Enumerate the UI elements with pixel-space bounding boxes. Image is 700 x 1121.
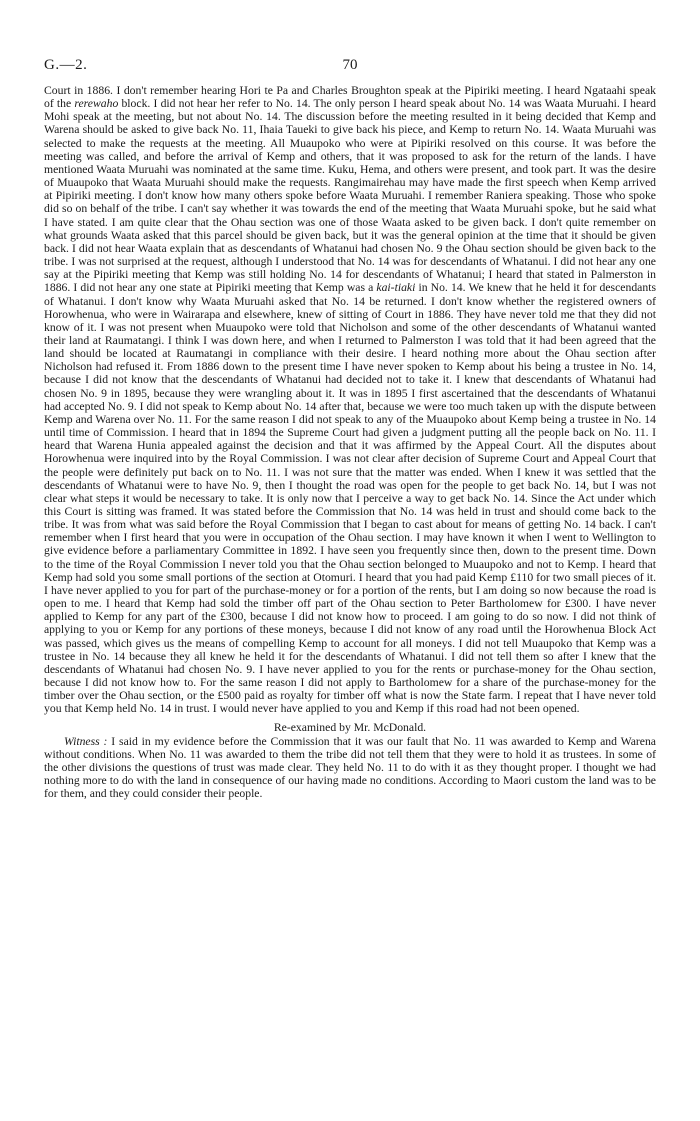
italic-term-rerewaho: rerewaho: [74, 97, 119, 111]
italic-term-kai-tiaki: kai-tiaki: [376, 281, 416, 295]
page-number: 70: [342, 57, 358, 73]
text-run: block. I did not hear her refer to No. 14. The only person I heard speak about No. 14 was Waata Muruahi. I heard Mohi speak at the meeting, but not about No. 14. The discussion before the meeting resulted in it being decided that Kemp and Warena should be asked to give back No. 11, Ihaia Taueki to give back his piece, and Kemp to return No. 14. Waata Muruahi was selected to make the requests at the meeting. All Muaupoko who were at Pipiriki resolved on this course. It was before the meeting was called, and before the arrival of Kemp and others, that it was proposed to ask for the return of the lands. I have mentioned Waata Muruahi was nominated at the same time. Kuku, Hema, and others were present, and took part. It was the desire of Muaupoko that Waata Muruahi should make the requests. Rangimairehau may have made the first speech when Kemp arrived at Pipiriki meeting. I don't know how many others spoke before Waata Muruahi. I remember Raniera speaking. Those who spoke did so on behalf of the tribe. I can't say whether it was towards the end of the meeting that Waata Muruahi spoke, but he said what I have stated. I am quite clear that the Ohau section was one of those Waata asked to be given back. I don't quite remember on what grounds Waata asked that this parcel should be given back, but it was the general opinion at the time that it should be given back. I did not hear Waata explain that as descendants of Whatanui had chosen No. 9 the Ohau section should be given back to the tribe. I was not surprised at the request, although I understood that No. 14 was for descendants of Whatanui. I did not hear any one say at the Pipiriki meeting that Kemp was still holding No. 14 for descendants of Whatanui; I heard that stated in Palmerston in 1886. I did not hear any one state at Pipiriki meeting that Kemp was a: [44, 97, 657, 295]
page-header: [44, 57, 656, 79]
series-number: G.—2.: [44, 57, 88, 73]
document-body: [44, 84, 656, 800]
evidence-paragraph: [44, 84, 656, 716]
re-examination-paragraph: [44, 735, 656, 801]
witness-label: Witness :: [64, 734, 108, 748]
text-run: I said in my evidence before the Commission that it was our fault that No. 11 was awarded to Kemp and Warena without conditions. When No. 11 was awarded to them the tribe did not tell them that they were to hold it as trustees. In some of the other divisions the questions of trust was made clear. They held No. 11 to do with it as they thought proper. I thought we had nothing more to do with the land in consequence of our having made no conditions. According to Maori custom the land was to be for them, and they could consider their people.: [44, 734, 656, 801]
text-run: Court in 1886. I don't remember hearing Hori te Pa and Charles Broughton speak at the Pipiriki meeting. I heard Ngataahi speak of the: [44, 84, 656, 111]
text-run: in No. 14. We knew that he held it for descendants of Whatanui. I don't know why Waata Muruahi asked that No. 14 be returned. I don't know whether the registered owners of Horowhenua, who were in Wairarapa and elsewhere, knew of sitting of Court in 1886. They have never told me that they did not know of it. I was not present when Muaupoko were told that Nicholson and some of the other descendants of Whatanui wanted their land at Raumatangi. I think I was down here, and when I returned to Palmerston I was told that it had been agreed that the land should be located at Raumatangi in compliance with their desire. I heard nothing more about the Ohau section after Nicholson had refused it. From 1886 down to the present time I have never spoken to Kemp about his being a trustee in No. 14, because I did not know that the descendants of Whatanui had decided not to take it. I knew that descendants of Whatanui had chosen No. 9 in 1895, because they were wrangling about it. It was in 1895 I first ascertained that the descendants of Whatanui had accepted No. 9. I did not speak to Kemp about No. 14 after that, because we were too much taken up with the dispute between Kemp and Warena over No. 11. For the same reason I did not speak to any of the Muaupoko about Kemp being a trustee in No. 14 until time of Commission. I heard that in 1894 the Supreme Court had given a judgment putting all the people back on No. 11. I heard that Warena Hunia appealed against the decision and that it was affirmed by the Appeal Court. All the disputes about Horowhenua were inquired into by the Royal Commission. I was not clear after decision of Supreme Court and Appeal Court that the people were definitely put back on to No. 11. I was not sure that the matter was ended. When I knew it was settled that the descendants of Whatanui were to have No. 9, then I thought the road was open for the people to get back No. 14, but I was not clear what steps it would be necessary to take. It is only now that I perceive a way to get back No. 14. Since the Act under which this Court is sitting was framed. It was stated before the Commission that No. 14 was held in trust and should come back to the tribe. It was from what was said before the Royal Commission that I began to cast about for means of getting No. 14 back. I can't remember when I first heard that you were in occupation of the Ohau section. I may have known it when I went to Wellington to give evidence before a parliamentary Committee in 1892. I have seen you frequently since then, down to the present time. Down to the time of the Royal Commission I never told you that the Ohau section belonged to Muaupoko and not to Kemp. I heard that Kemp had sold you some small portions of the section at Otomuri. I heard that you had paid Kemp £110 for two small pieces of it. I have never applied to you for part of the purchase-money or for a portion of the rents, but I am doing so now because the road is open to me. I heard that Kemp had sold the timber off part of the Ohau section to Peter Bartholomew for £300. I have never applied to Kemp for any part of the £300, because I did not know how to proceed. I am going to do so now. I did not think of applying to you or Kemp for any portions of these moneys, because I did not know of any road until the Horowhenua Block Act was passed, which gives us the means of compelling Kemp to account for all moneys. I did not tell Muaupoko that Kemp was a trustee in No. 14 because they all knew he held it for the descendants of Whatanui. I did not tell them so after I knew that the descendants of Whatanui had chosen No. 9. I have never applied to you for the rents or purchase-money for the Ohau section, because I did not know how to. For the same reason I did not apply to Bartholomew for a share of the purchase-money for the timber over the Ohau section, or the £500 paid as royalty for timber off what is now the State farm. I repeat that I have never told you that Kemp held No. 14 in trust. I would never have applied to you and Kemp if this road had not been opened.: [44, 281, 656, 716]
section-heading: Re-examined by Mr. McDonald.: [273, 720, 427, 734]
